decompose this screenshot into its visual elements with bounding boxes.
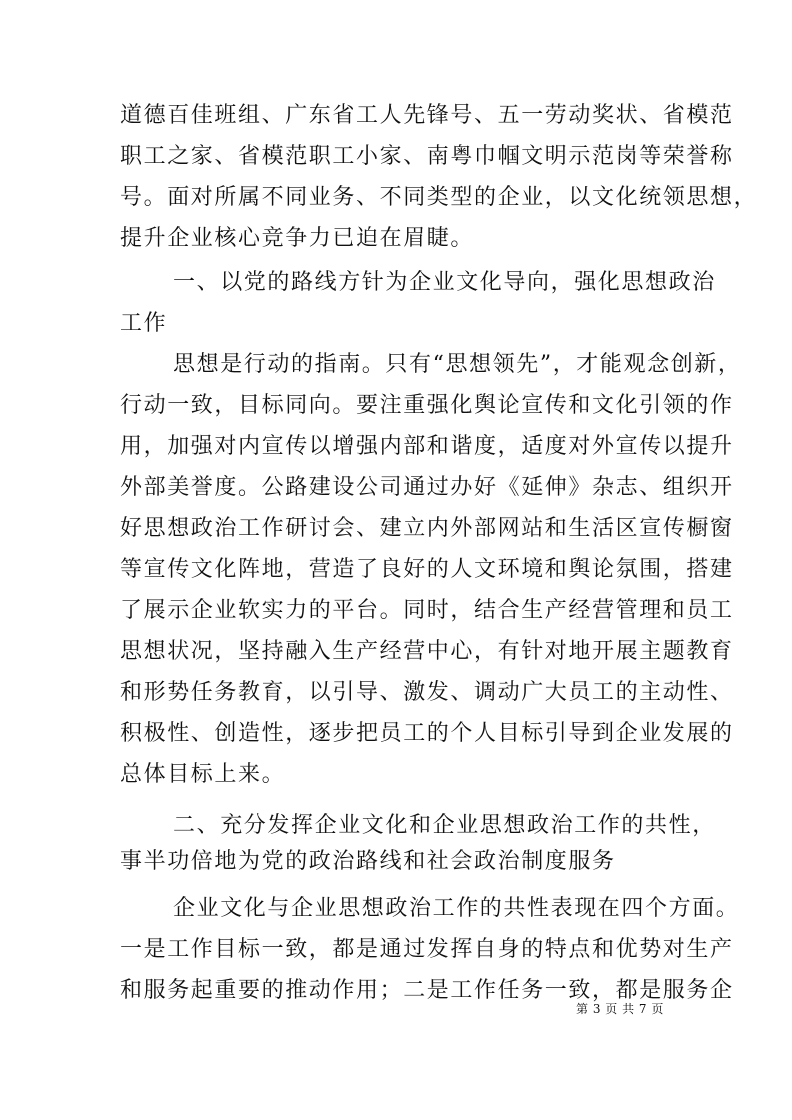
section-heading-line: 一、以党的路线方针为企业文化导向，强化思想政治 bbox=[173, 270, 716, 295]
text-line: 积极性、创造性，逐步把员工的个人目标引导到企业发展的 bbox=[120, 721, 734, 746]
text-line: 用，加强对内宣传以增强内部和谐度，适度对外宣传以提升 bbox=[120, 434, 734, 459]
text-line: 道德百佳班组、广东省工人先锋号、五一劳动奖状、省模范 bbox=[120, 103, 734, 128]
text-line: 和形势任务教育，以引导、激发、调动广大员工的主动性、 bbox=[120, 680, 734, 705]
text-line: 好思想政治工作研讨会、建立内外部网站和生活区宣传橱窗 bbox=[120, 516, 734, 541]
text-line: 职工之家、省模范职工小家、南粤巾帼文明示范岗等荣誉称 bbox=[120, 144, 734, 169]
text-line: 总体目标上来。 bbox=[120, 762, 286, 787]
section-heading-line: 二、充分发挥企业文化和企业思想政治工作的共性， bbox=[173, 813, 716, 838]
text-line: 行动一致，目标同向。要注重强化舆论宣传和文化引领的作 bbox=[120, 393, 734, 418]
section-heading-line: 事半功倍地为党的政治路线和社会政治制度服务 bbox=[120, 849, 616, 874]
page-number-footer: 第 3 页 共 7 页 bbox=[576, 1002, 664, 1016]
text-line: 了展示企业软实力的平台。同时，结合生产经营管理和员工 bbox=[120, 598, 734, 623]
text-line: 外部美誉度。公路建设公司通过办好《延伸》杂志、组织开 bbox=[120, 475, 734, 500]
text-line: 一是工作目标一致，都是通过发挥自身的特点和优势对生产 bbox=[120, 937, 734, 962]
text-line: 等宣传文化阵地，营造了良好的人文环境和舆论氛围，搭建 bbox=[120, 557, 734, 582]
section-heading-line: 工作 bbox=[120, 311, 168, 336]
text-line: 思想状况，坚持融入生产经营中心，有针对地开展主题教育 bbox=[120, 639, 734, 664]
text-line: 思想是行动的指南。只有“思想领先”，才能观念创新， bbox=[173, 352, 742, 377]
text-line: 提升企业核心竞争力已迫在眉睫。 bbox=[120, 226, 475, 251]
text-line: 号。面对所属不同业务、不同类型的企业，以文化统领思想， bbox=[120, 185, 758, 210]
text-line: 企业文化与企业思想政治工作的共性表现在四个方面。 bbox=[173, 896, 740, 921]
text-line: 和服务起重要的推动作用；二是工作任务一致，都是服务企 bbox=[120, 978, 734, 1003]
